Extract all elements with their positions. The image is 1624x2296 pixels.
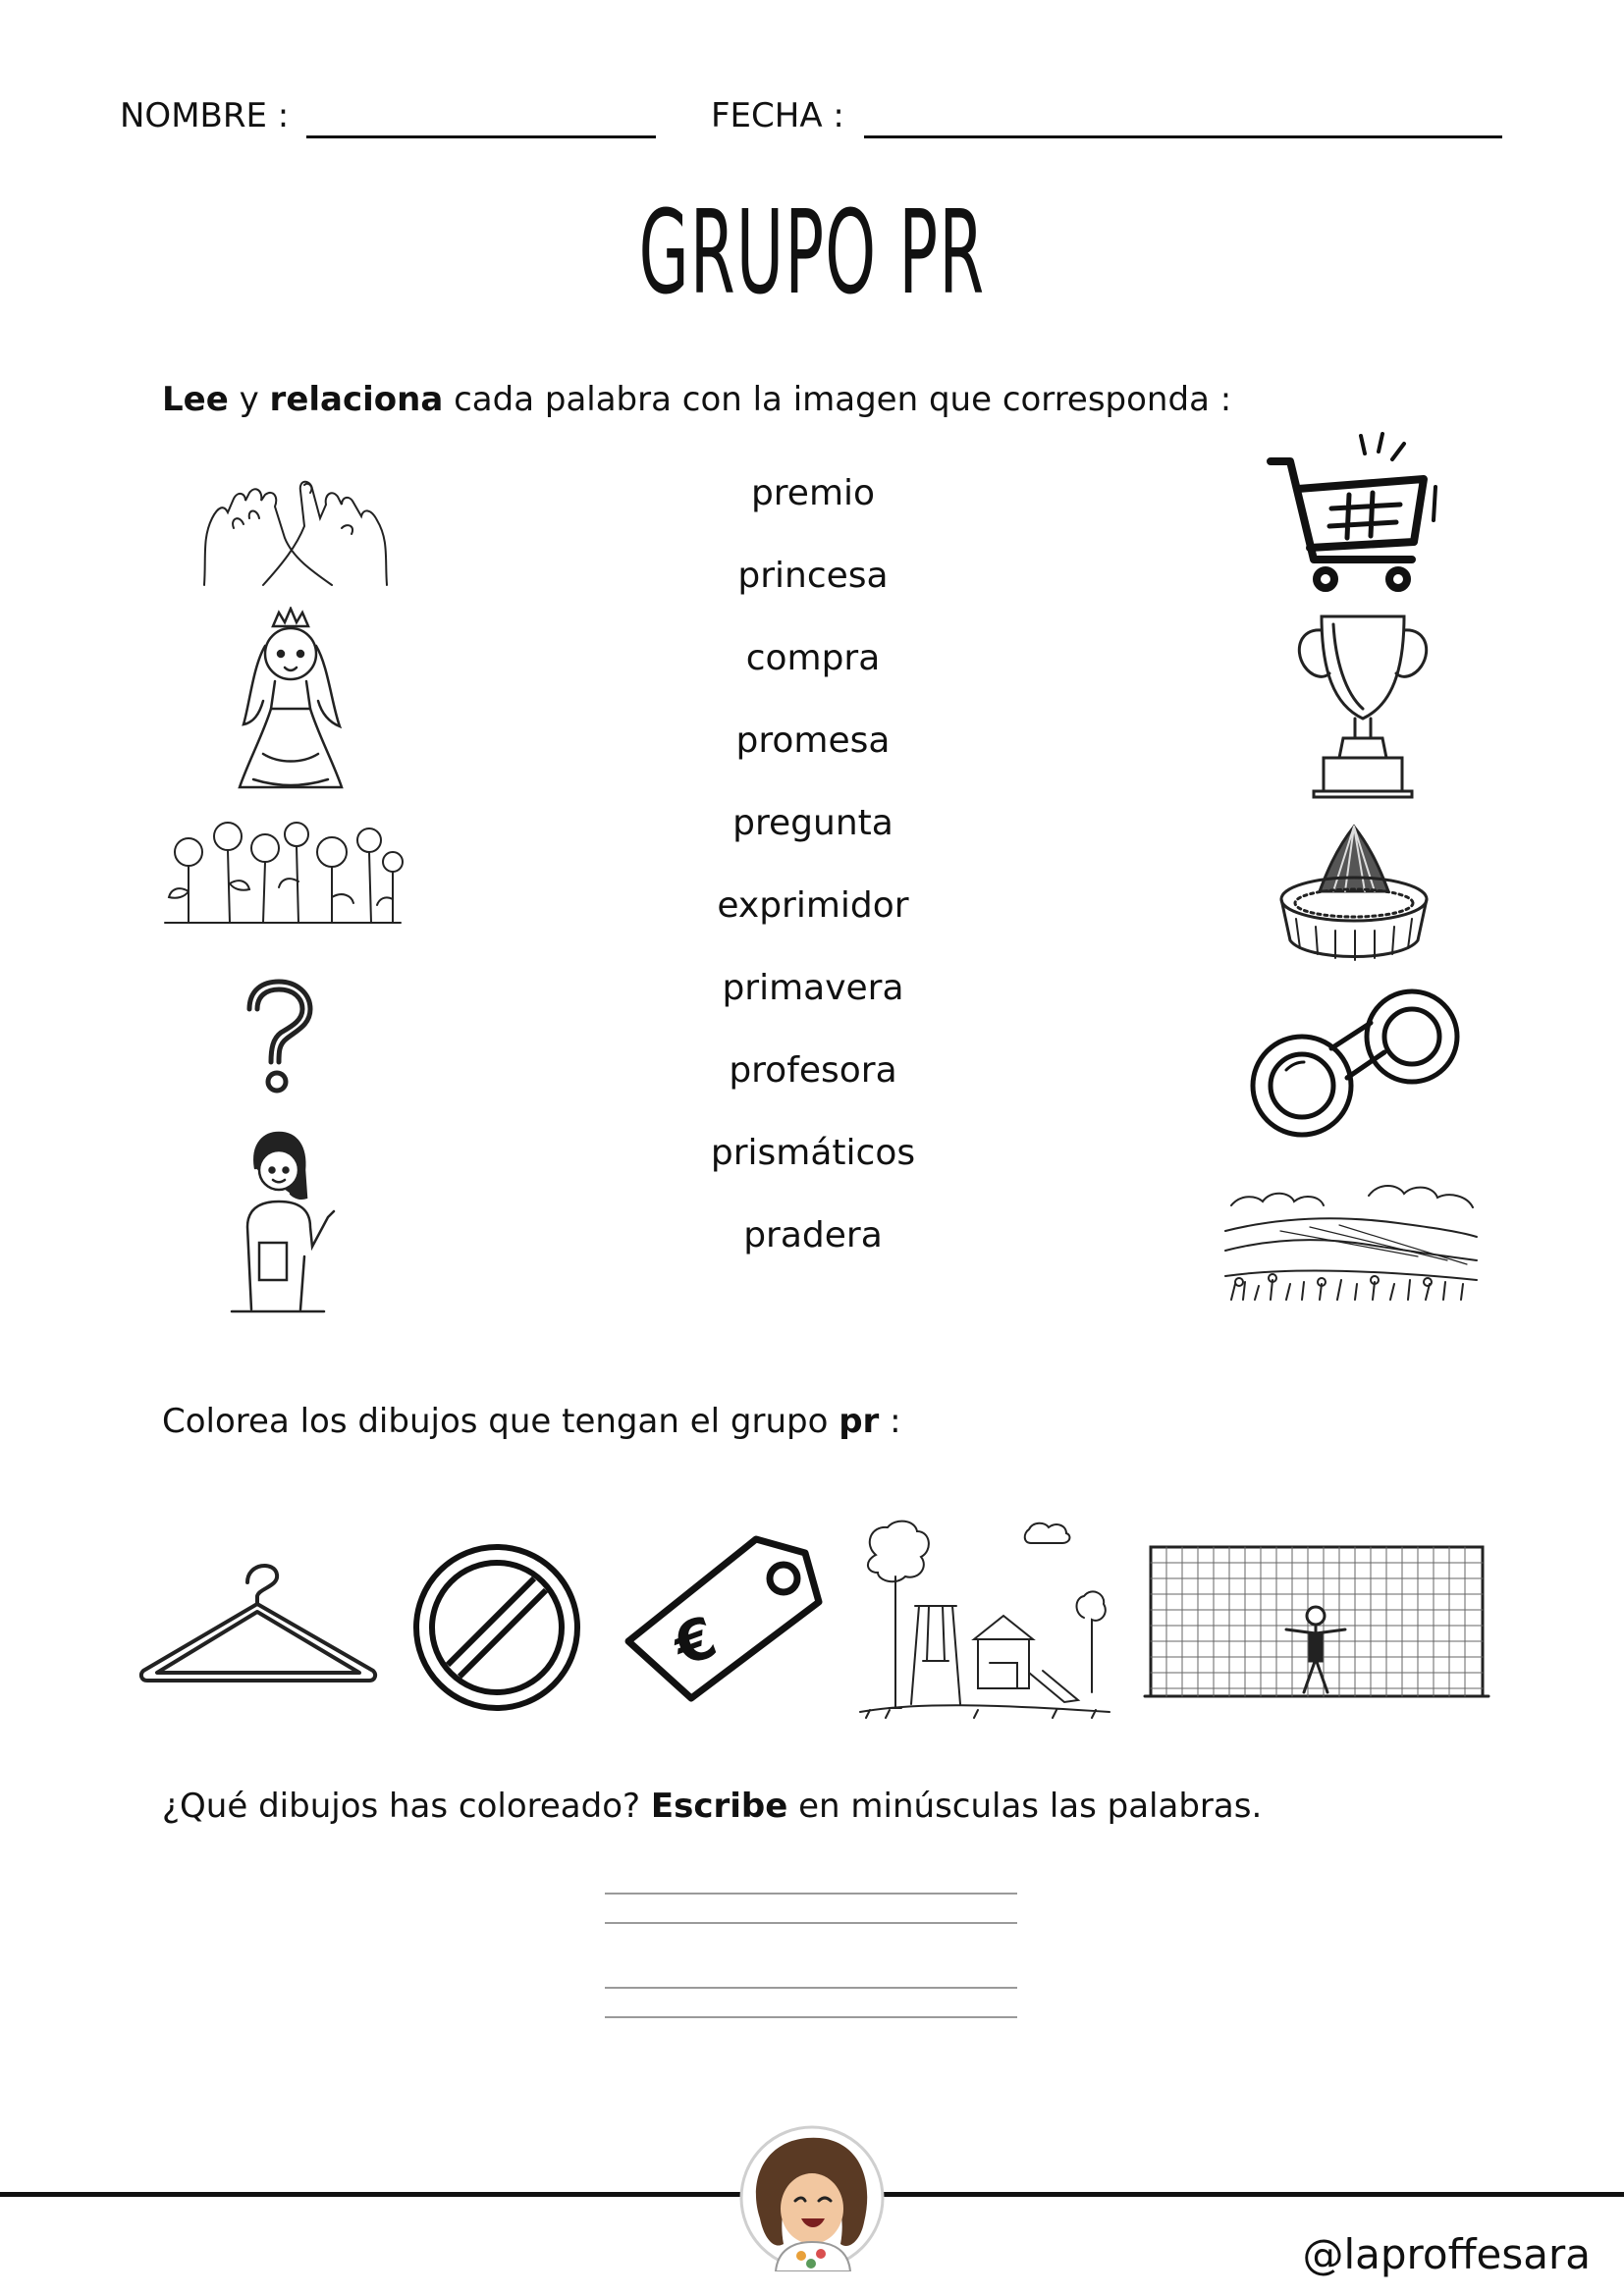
word-item[interactable]: primavera — [722, 968, 904, 1008]
author-avatar-icon — [738, 2124, 886, 2271]
flowers-icon[interactable] — [159, 813, 405, 929]
playground-park-icon[interactable] — [856, 1516, 1113, 1724]
word-item[interactable]: exprimidor — [717, 885, 909, 926]
word-item[interactable]: prismáticos — [710, 1133, 916, 1173]
word-item[interactable]: pradera — [743, 1215, 883, 1255]
name-field-line[interactable] — [306, 135, 656, 138]
prohibited-sign-icon[interactable] — [412, 1543, 581, 1712]
instruction-write: ¿Qué dibujos has coloreado? Escribe en minúsculas las palabras. — [162, 1787, 1263, 1826]
binoculars-icon[interactable] — [1245, 984, 1461, 1141]
shopping-cart-icon[interactable] — [1267, 432, 1443, 595]
writing-line[interactable] — [605, 1922, 1017, 1924]
princess-icon[interactable] — [224, 607, 357, 793]
instruction-bold-lee: Lee — [162, 380, 229, 419]
svg-text:€: € — [665, 1603, 726, 1680]
word-item[interactable]: promesa — [735, 721, 891, 761]
instruction-bold-pr: pr — [839, 1402, 880, 1441]
date-field-line[interactable] — [864, 135, 1502, 138]
instruction-match: Lee y relaciona cada palabra con la imagen que corresponda : — [162, 380, 1232, 419]
page-title: GRUPO PR — [638, 185, 986, 320]
meadow-landscape-icon[interactable] — [1221, 1166, 1481, 1306]
goalkeeper-goal-icon[interactable] — [1143, 1537, 1490, 1700]
word-item[interactable]: profesora — [729, 1050, 897, 1091]
trophy-icon[interactable] — [1294, 611, 1432, 799]
instruction-bold-escribe: Escribe — [650, 1787, 788, 1826]
author-handle: @laproffesara — [1302, 2230, 1591, 2278]
writing-line[interactable] — [605, 2016, 1017, 2018]
instruction-bold-relaciona: relaciona — [269, 380, 444, 419]
pinky-promise-hands-icon[interactable] — [194, 469, 397, 591]
hanger-icon[interactable] — [137, 1553, 379, 1684]
price-tag-icon[interactable] — [623, 1533, 825, 1704]
question-mark-icon[interactable] — [240, 978, 318, 1095]
word-item[interactable]: pregunta — [732, 803, 893, 843]
instruction-color: Colorea los dibujos que tengan el grupo pr : — [162, 1402, 901, 1441]
word-item[interactable]: compra — [745, 638, 881, 678]
writing-line[interactable] — [605, 1893, 1017, 1895]
date-label: FECHA : — [711, 96, 844, 135]
citrus-juicer-icon[interactable] — [1276, 821, 1432, 966]
writing-line[interactable] — [605, 1987, 1017, 1989]
word-item[interactable]: princesa — [737, 556, 889, 596]
name-label: NOMBRE : — [120, 96, 290, 135]
word-item[interactable]: premio — [750, 473, 876, 513]
teacher-icon[interactable] — [226, 1129, 338, 1315]
